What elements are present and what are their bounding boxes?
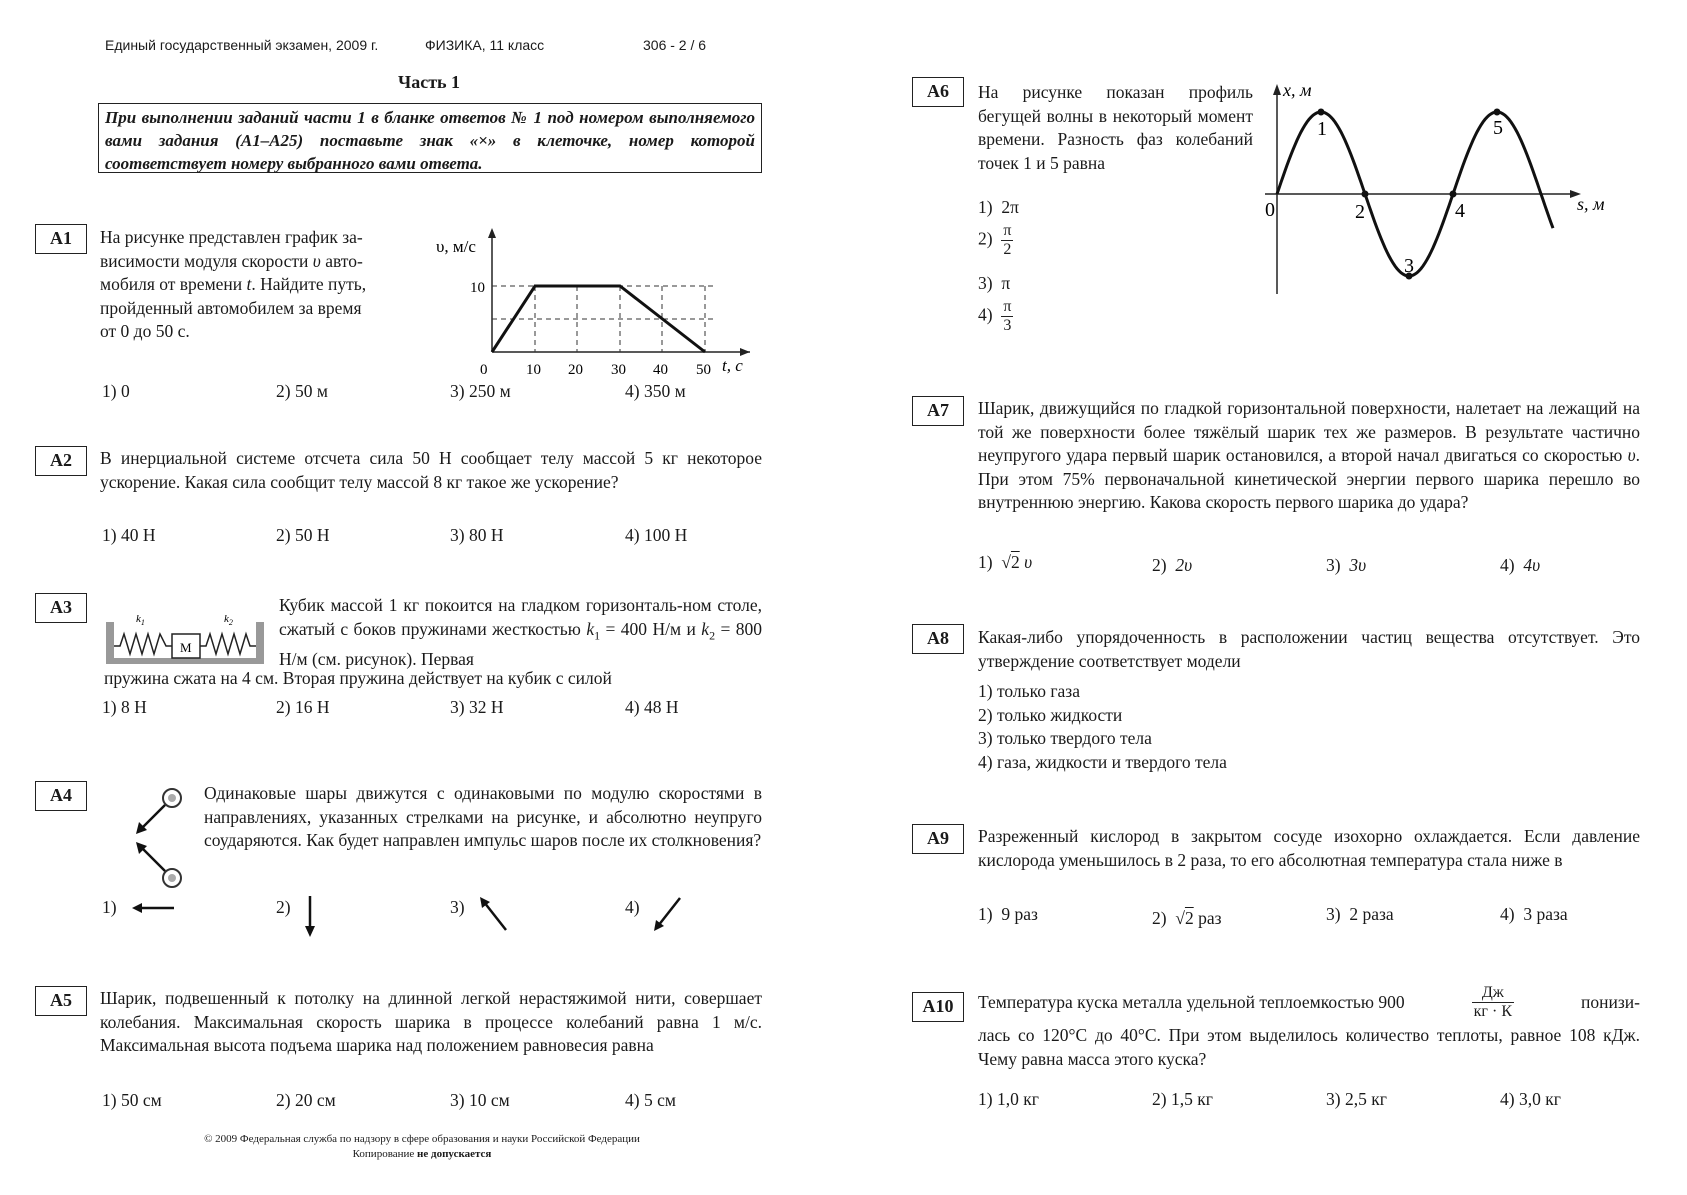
a6-label-4: 4 bbox=[1455, 200, 1465, 222]
question-label-a7: А7 bbox=[912, 396, 964, 426]
a3-springs-figure bbox=[104, 608, 266, 664]
a9-option-4[interactable]: 4) 3 раза bbox=[1500, 904, 1568, 924]
a3-k1-label: $k_1$ bbox=[136, 613, 145, 627]
a6-point-1 bbox=[1318, 109, 1325, 116]
a9-option-2[interactable]: 2) √2 раз bbox=[1152, 908, 1222, 928]
a6-option-3[interactable]: 3) π bbox=[978, 273, 1011, 293]
instructions-box: При выполнении заданий части 1 в бланке ответов № 1 под номером выполняемого вами задания (А1–А25) поставьте знак «×» в клеточке, номер которой соответствует номеру выбранного вами ответа. bbox=[98, 103, 762, 173]
a3-k1-val: = 400 Н/м и bbox=[600, 618, 702, 639]
a10-text-2: понизи- bbox=[1581, 991, 1640, 1012]
a1-line-2a: висимости модуля скорости bbox=[100, 250, 313, 271]
a2-option-1[interactable]: 1) 40 Н bbox=[102, 525, 156, 545]
a10-text-1: Температура куска металла удельной теплоемкостью 900 bbox=[978, 991, 1405, 1012]
a3-left-wall bbox=[106, 622, 114, 662]
a4-option-3[interactable]: 3) bbox=[450, 897, 465, 917]
a1-x-tick-30: 30 bbox=[611, 362, 626, 378]
a1-x-tick-40: 40 bbox=[653, 362, 668, 378]
question-label-a10: А10 bbox=[912, 992, 964, 1022]
a1-x-tick-10: 10 bbox=[526, 362, 541, 378]
a6-y-label: x, м bbox=[1283, 80, 1312, 100]
a2-option-3[interactable]: 3) 80 Н bbox=[450, 525, 504, 545]
a4-option-4[interactable]: 4) bbox=[625, 897, 640, 917]
a1-var-v: υ bbox=[312, 250, 321, 271]
a3-k2-val: = 800 Н/м (см. рисунок). Первая bbox=[279, 618, 763, 669]
a6-x-label: s, м bbox=[1577, 194, 1605, 214]
a3-k2-sub: 2 bbox=[709, 628, 716, 642]
a9-option-3[interactable]: 3) 2 раза bbox=[1326, 904, 1394, 924]
a5-option-3[interactable]: 3) 10 см bbox=[450, 1090, 510, 1110]
a4-arrow-2 bbox=[140, 846, 165, 871]
a6-option-4[interactable]: 4) $\frac{\pi}{3}$ bbox=[978, 298, 1012, 334]
question-text-a7: Шарик, движущийся по гладкой горизонтальной поверхности, налетает на лежащий на той же поверхности более тяжёлый шарик тех же размеров. В результате частично неупругого удара первый шарик остановился, а второй начал двигаться со скоростью υ. При этом 75% первоначальной кинетической энергии первого шарика перешло во внутреннюю энергию. Какова скорость первого шарика до удара? bbox=[978, 398, 1640, 512]
a3-k1: k bbox=[586, 618, 595, 639]
a6-label-2: 2 bbox=[1355, 201, 1365, 223]
a4-option-2[interactable]: 2) bbox=[276, 897, 291, 917]
question-text-a2: В инерциальной системе отсчета сила 50 Н сообщает телу массой 5 кг некоторое ускорение. Какая сила сообщит телу массой 8 кг такое же ускорение? bbox=[100, 448, 762, 492]
a8-option-4[interactable]: 4) газа, жидкости и твердого тела bbox=[978, 752, 1227, 772]
a1-line-3a: мобиля от времени bbox=[100, 274, 247, 294]
a10-text-3: лась со 120°С до 40°С. При этом выделилось количество теплоты, равное 108 кДж. Чему равна масса этого куска? bbox=[978, 1025, 1640, 1069]
a6-label-0: 0 bbox=[1265, 199, 1275, 221]
question-label-a9: А9 bbox=[912, 824, 964, 854]
a1-y-tick: 10 bbox=[470, 280, 485, 296]
question-text-a1 bbox=[100, 226, 422, 344]
a3-option-2[interactable]: 2) 16 Н bbox=[276, 697, 330, 717]
a6-label-1: 1 bbox=[1317, 118, 1327, 140]
a1-option-2[interactable]: 2) 50 м bbox=[276, 381, 328, 401]
a6-option-1[interactable]: 1) 2π bbox=[978, 197, 1019, 217]
footer-copy-bold: не допускается bbox=[417, 1148, 492, 1160]
a3-spring-1 bbox=[114, 634, 172, 654]
a1-line-5: от 0 до 50 с. bbox=[100, 321, 190, 341]
a1-x-tick-20: 20 bbox=[568, 362, 583, 378]
a10-option-4[interactable]: 4) 3,0 кг bbox=[1500, 1089, 1561, 1109]
footer-copy-prefix: Копирование bbox=[352, 1148, 418, 1160]
a7-option-4[interactable]: 4) 4υ bbox=[1500, 555, 1541, 575]
question-text-a3-part1 bbox=[279, 594, 762, 671]
question-label-a6: А6 bbox=[912, 77, 964, 107]
a8-option-3[interactable]: 3) только твердого тела bbox=[978, 728, 1152, 748]
a7-option-3[interactable]: 3) 3υ bbox=[1326, 555, 1367, 575]
a1-option-1[interactable]: 1) 0 bbox=[102, 381, 130, 401]
a3-spring-2 bbox=[200, 634, 256, 654]
a1-var-t: t bbox=[246, 274, 252, 294]
a1-x-label: t, с bbox=[722, 356, 743, 375]
a6-option-2[interactable]: 2) $\frac{\pi}{2}$ bbox=[978, 222, 1012, 258]
question-label-a8: А8 bbox=[912, 624, 964, 654]
a2-option-4[interactable]: 4) 100 Н bbox=[625, 525, 688, 545]
a10-fraction: $\frac{Дж}{кг \cdot К}$ bbox=[1473, 984, 1512, 1020]
arrow-left-icon bbox=[130, 898, 176, 918]
header-subject: ФИЗИКА, 11 класс bbox=[425, 37, 545, 53]
a6-point-2 bbox=[1362, 191, 1369, 198]
a8-option-2[interactable]: 2) только жидкости bbox=[978, 705, 1123, 725]
question-text-a9: Разреженный кислород в закрытом сосуде изохорно охлаждается. Если давление кислорода уменьшилось в 2 раза, то его абсолютная температура стала ниже в bbox=[978, 826, 1640, 870]
a10-option-1[interactable]: 1) 1,0 кг bbox=[978, 1089, 1039, 1109]
a3-text-1: Кубик массой 1 кг покоится на гладком горизонталь-ном столе, сжатый с боков пружинами жесткостью bbox=[279, 595, 762, 639]
a3-option-3[interactable]: 3) 32 Н bbox=[450, 697, 504, 717]
question-text-a3-part2: пружина сжата на 4 см. Вторая пружина действует на кубик с силой bbox=[104, 668, 612, 688]
question-label-a1: А1 bbox=[35, 224, 87, 254]
a3-option-1[interactable]: 1) 8 Н bbox=[102, 697, 147, 717]
a1-x-arrow bbox=[740, 348, 750, 356]
a1-line-2b: авто- bbox=[320, 250, 363, 271]
a4-balls-figure bbox=[128, 780, 192, 898]
a1-velocity-graph bbox=[430, 222, 760, 382]
part-title: Часть 1 bbox=[398, 72, 461, 92]
a10-option-2[interactable]: 2) 1,5 кг bbox=[1152, 1089, 1213, 1109]
header-page: 306 - 2 / 6 bbox=[643, 37, 707, 53]
question-text-a4: Одинаковые шары движутся с одинаковыми по модулю скоростями в направлениях, указанных стрелками на рисунке, и абсолютно неупруго соударяются. Как будет направлен импульс шаров после их столкновения? bbox=[204, 783, 762, 850]
question-text-a6: На рисунке показан профиль бегущей волны в некоторый момент времени. Разность фаз колебаний точек 1 и 5 равна bbox=[978, 82, 1253, 173]
a1-line-3b: . Найдите путь, bbox=[251, 274, 367, 294]
a2-option-2[interactable]: 2) 50 Н bbox=[276, 525, 330, 545]
a3-right-wall bbox=[256, 622, 264, 662]
header-exam: Единый государственный экзамен, 2009 г. bbox=[105, 37, 379, 53]
a6-wave-graph bbox=[1255, 78, 1615, 300]
a3-k2-label: $k_2$ bbox=[224, 613, 233, 627]
footer bbox=[102, 1132, 742, 1162]
a3-k1-sub: 1 bbox=[594, 628, 601, 642]
a3-option-4[interactable]: 4) 48 Н bbox=[625, 697, 679, 717]
a10-option-3[interactable]: 3) 2,5 кг bbox=[1326, 1089, 1387, 1109]
a1-x-tick-0: 0 bbox=[480, 362, 488, 378]
question-text-a8: Какая-либо упорядоченность в расположении частиц вещества отсутствует. Это утверждение соответствует модели bbox=[978, 627, 1640, 671]
question-label-a2: А2 bbox=[35, 446, 87, 476]
a4-option-1[interactable]: 1) bbox=[102, 897, 117, 917]
arrow-up-left-icon bbox=[476, 894, 512, 934]
a1-y-label: υ, м/с bbox=[436, 237, 476, 256]
a5-option-1[interactable]: 1) 50 см bbox=[102, 1090, 162, 1110]
a1-x-tick-50: 50 bbox=[696, 362, 711, 378]
a1-y-arrow bbox=[488, 228, 496, 238]
a9-option-1[interactable]: 1) 9 раз bbox=[978, 904, 1038, 924]
a7-option-1[interactable]: 1) √2 υ bbox=[978, 552, 1033, 572]
footer-copyright: © 2009 Федеральная служба по надзору в сфере образования и науки Российской Федерации bbox=[204, 1133, 640, 1145]
a4-arrow-1 bbox=[140, 805, 165, 830]
question-text-a10 bbox=[978, 984, 1640, 1071]
arrow-down-left-icon bbox=[650, 894, 686, 934]
arrow-down-icon bbox=[300, 894, 320, 938]
a3-mass-label: М bbox=[180, 640, 192, 655]
a1-option-4[interactable]: 4) 350 м bbox=[625, 381, 686, 401]
a5-option-4[interactable]: 4) 5 см bbox=[625, 1090, 676, 1110]
question-label-a4: А4 bbox=[35, 781, 87, 811]
a6-point-5 bbox=[1494, 109, 1501, 116]
a1-option-3[interactable]: 3) 250 м bbox=[450, 381, 511, 401]
a3-k2: k bbox=[701, 618, 710, 639]
question-text-a5: Шарик, подвешенный к потолку на длинной легкой нерастяжимой нити, совершает колебания. Максимальная скорость шарика в процессе колебаний равна 1 м/с. Максимальная высота подъема шарика над положением равновесия равна bbox=[100, 988, 762, 1055]
a1-grid bbox=[492, 286, 715, 352]
a8-option-1[interactable]: 1) только газа bbox=[978, 681, 1080, 701]
a3-floor bbox=[106, 658, 264, 664]
a6-point-4 bbox=[1450, 191, 1457, 198]
a6-label-3: 3 bbox=[1404, 255, 1414, 277]
a1-line-4: пройденный автомобилем за время bbox=[100, 297, 362, 318]
question-label-a5: А5 bbox=[35, 986, 87, 1016]
a1-line-1: На рисунке представлен график за- bbox=[100, 227, 363, 247]
a5-option-2[interactable]: 2) 20 см bbox=[276, 1090, 336, 1110]
a7-option-2[interactable]: 2) 2υ bbox=[1152, 555, 1193, 575]
question-label-a3: А3 bbox=[35, 593, 87, 623]
a6-label-5: 5 bbox=[1493, 117, 1503, 139]
